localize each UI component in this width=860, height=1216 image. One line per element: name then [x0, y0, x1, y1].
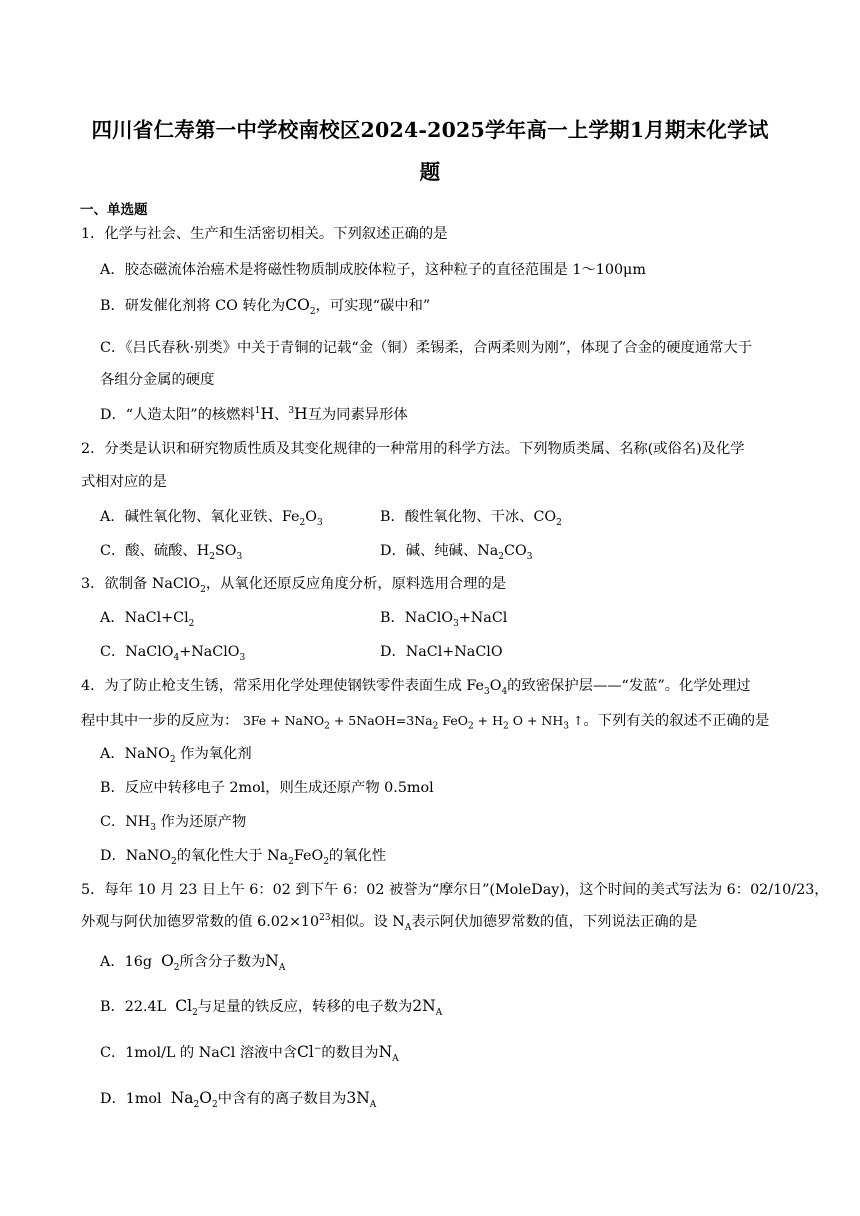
reaction-equation: 3Fe + NaNO$_2$ + $5NaOH=3Na_2$ $FeO_2 + H_2$ $O + NH_3$ ↑	[242, 713, 584, 732]
question-5-option-d: D．1mol $Na_2O_2$中含有的离子数目为$3N_A$	[100, 1089, 377, 1111]
question-3-option-d: D．NaCl+NaClO	[380, 644, 503, 660]
question-4-option-b: B．反应中转移电子 2mol，则生成还原产物 0.5mol	[100, 780, 434, 796]
question-5-option-c: C．1mol/L 的 NaCl 溶液中含Cl−的数目为$N_A$	[100, 1043, 399, 1065]
question-2-option-c: C．酸、硫酸、$H_2SO_3$	[100, 543, 243, 562]
question-4-stem-continued: 程中其中一步的反应为： 3Fe + NaNO$_2$ + $5NaOH=3Na_2$ $FeO_2 + H_2$ $O + NH_3$ ↑。下列有关的叙述不正确的是	[81, 713, 770, 732]
question-3-option-c: C．NaClO$_4$+NaClO$_3$	[100, 644, 246, 663]
question-1-option-d: D．“人造太阳”的核燃料$^1$H、$^3$H互为同素异形体	[100, 405, 408, 423]
question-2-option-d: D．碱、纯碱、$Na_2CO_3$	[380, 543, 533, 562]
question-1-option-b: B．研发催化剂将 CO 转化为$CO_2$，可实现“碳中和”	[100, 296, 431, 318]
question-5-stem: 5．每年 10 月 23 日上午 6：02 到下午 6：02 被誉为“摩尔日”(MoleDay)，这个时间的美式写法为 6：02/10/23，	[81, 882, 829, 898]
question-4-option-d: D．NaNO$_2$的氧化性大于 $Na_2FeO_2$的氧化性	[100, 848, 387, 867]
question-1-stem: 1．化学与社会、生产和生活密切相关。下列叙述正确的是	[81, 226, 448, 242]
question-1-option-a: A．胶态磁流体治癌术是将磁性物质制成胶体粒子，这种粒子的直径范围是 1～100μm	[100, 262, 646, 278]
question-5-stem-continued: 外观与阿伏加德罗常数的值 $6.02\times 10^{23}$相似。设 $N_A$表示阿伏加德罗常数的值，下列说法正确的是	[81, 913, 698, 933]
question-3-option-b: B．NaClO$_3$+NaCl	[380, 610, 508, 629]
question-5-option-b: B．22.4L $Cl_2$与足量的铁反应，转移的电子数为$2N_A$	[100, 997, 443, 1019]
question-4-option-a: A．NaNO$_2$ 作为氧化剂	[100, 746, 252, 765]
question-2-option-a: A．碱性氧化物、氧化亚铁、$Fe_2O_3$	[100, 509, 323, 528]
question-3-option-a: A．$NaCl+Cl_2$	[100, 610, 195, 629]
section-heading: 一、单选题	[80, 202, 148, 218]
question-1-option-c-continued: 各组分金属的硬度	[100, 372, 215, 388]
question-5-option-a: A．16g $O_2$所含分子数为$N_A$	[100, 952, 286, 974]
page-title: 四川省仁寿第一中学校南校区2024-2025学年高一上学期1月期末化学试	[91, 118, 769, 142]
question-2-option-b: B．酸性氧化物、干冰、$CO_2$	[380, 509, 562, 528]
question-4-option-c: C．$NH_3$ 作为还原产物	[100, 814, 247, 833]
question-3-stem: 3．欲制备 NaClO$_2$，从氧化还原反应角度分析，原料选用合理的是	[81, 576, 507, 595]
page-title-continued: 题	[419, 160, 441, 184]
question-2-stem-continued: 式相对应的是	[81, 474, 167, 490]
question-1-option-c: C．《吕氏春秋·别类》中关于青铜的记载“金（铜）柔锡柔，合两柔则为刚”，体现了合金的硬度通常大于	[100, 340, 753, 356]
question-2-stem: 2．分类是认识和研究物质性质及其变化规律的一种常用的科学方法。下列物质类属、名称(或俗名)及化学	[81, 441, 745, 457]
question-4-stem: 4．为了防止枪支生锈，常采用化学处理使钢铁零件表面生成 $Fe_3O_4$的致密保护层——“发蓝”。化学处理过	[81, 678, 751, 697]
